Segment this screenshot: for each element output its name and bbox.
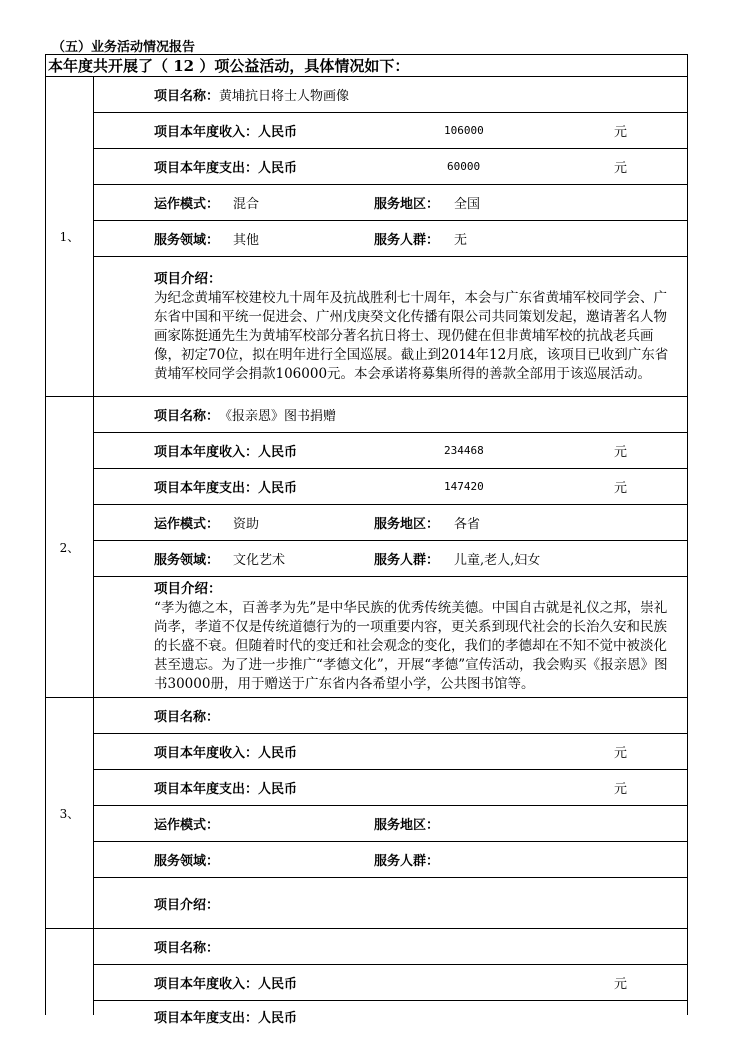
income-amount: 106000 bbox=[444, 124, 484, 137]
expense-label: 项目本年度支出：人民币 bbox=[154, 481, 298, 496]
unit-label: 元 bbox=[614, 746, 628, 761]
field-value: 其他 bbox=[233, 233, 260, 248]
income-amount: 234468 bbox=[444, 444, 484, 457]
field-crowd-row bbox=[94, 842, 687, 877]
income-label: 项目本年度收入：人民币 bbox=[154, 746, 298, 761]
intro-label: 项目介绍： bbox=[154, 897, 220, 913]
expense-label: 项目本年度支出：人民币 bbox=[154, 161, 298, 176]
unit-label: 元 bbox=[614, 445, 628, 460]
field-crowd-row bbox=[94, 221, 687, 256]
income-label: 项目本年度收入：人民币 bbox=[154, 445, 298, 460]
expense-amount: 147420 bbox=[444, 480, 484, 493]
project-name: 《报亲恩》图书捐赠 bbox=[219, 409, 337, 424]
mode-label: 运作模式： bbox=[154, 818, 220, 833]
unit-label: 元 bbox=[614, 481, 628, 496]
region-value: 各省 bbox=[454, 517, 481, 532]
income-row bbox=[94, 113, 687, 148]
project-number: 1、 bbox=[46, 77, 94, 397]
region-label: 服务地区： bbox=[374, 197, 440, 212]
unit-label: 元 bbox=[614, 125, 628, 140]
income-row bbox=[94, 965, 687, 1000]
unit-label: 元 bbox=[614, 161, 628, 176]
income-label: 项目本年度收入：人民币 bbox=[154, 125, 298, 140]
income-row bbox=[94, 433, 687, 468]
section-title: （五）业务活动情况报告 bbox=[52, 40, 196, 55]
project-name-row bbox=[94, 929, 687, 964]
expense-amount: 60000 bbox=[447, 160, 481, 173]
project-name-row bbox=[94, 77, 687, 112]
field-label: 服务领域： bbox=[154, 233, 220, 248]
crowd-value: 无 bbox=[454, 233, 468, 248]
name-label: 项目名称： bbox=[154, 941, 220, 956]
unit-label: 元 bbox=[614, 977, 628, 992]
expense-row bbox=[94, 469, 687, 504]
project-name-row bbox=[94, 397, 687, 432]
region-value: 全国 bbox=[454, 197, 481, 212]
region-label: 服务地区： bbox=[374, 517, 440, 532]
intro-block bbox=[94, 578, 687, 696]
project-number-empty bbox=[46, 929, 94, 1016]
crowd-value: 儿童,老人,妇女 bbox=[454, 553, 541, 568]
expense-row bbox=[94, 770, 687, 805]
project-number: 2、 bbox=[46, 397, 94, 698]
mode-label: 运作模式： bbox=[154, 517, 220, 532]
income-row bbox=[94, 734, 687, 769]
intro-block bbox=[94, 268, 687, 386]
project-number: 3、 bbox=[46, 698, 94, 929]
crowd-label: 服务人群： bbox=[374, 854, 440, 869]
mode-region-row bbox=[94, 806, 687, 841]
mode-value: 资助 bbox=[233, 517, 260, 532]
name-label: 项目名称： bbox=[154, 710, 220, 725]
field-label: 服务领域： bbox=[154, 854, 220, 869]
intro-row bbox=[94, 878, 687, 928]
expense-row-partial bbox=[94, 1001, 687, 1026]
mode-region-row bbox=[94, 505, 687, 540]
field-value: 文化艺术 bbox=[233, 553, 286, 568]
income-label: 项目本年度收入：人民币 bbox=[154, 977, 298, 992]
expense-row bbox=[94, 149, 687, 184]
mode-label: 运作模式： bbox=[154, 197, 220, 212]
crowd-label: 服务人群： bbox=[374, 553, 440, 568]
intro-text: 为纪念黄埔军校建校九十周年及抗战胜利七十周年，本会与广东省黄埔军校同学会、广东省中国和平统一促进会、广州戊庚癸文化传播有限公司共同策划发起，邀请著名人物画家陈挺通先生为黄埔军校部分著名抗日将士、现仍健在但非黄埔军校的抗战老兵画像，初定70位，拟在明年进行全国巡展。截止到2014年12月底，该项目已收到广东省黄埔军校同学会捐款106000元。本会承诺将募集所得的善款全部用于该巡展活动。 bbox=[154, 289, 669, 382]
project-name-row bbox=[94, 698, 687, 733]
intro-label: 项目介绍： bbox=[154, 270, 222, 287]
mode-region-row bbox=[94, 185, 687, 220]
activity-table bbox=[45, 54, 688, 1026]
summary-line: 本年度共开展了（ 12 ）项公益活动，具体情况如下： bbox=[46, 55, 688, 77]
expense-label: 项目本年度支出：人民币 bbox=[154, 782, 298, 797]
region-label: 服务地区： bbox=[374, 818, 440, 833]
mode-value: 混合 bbox=[233, 197, 260, 212]
name-label: 项目名称： bbox=[154, 89, 220, 104]
expense-label: 项目本年度支出：人民币 bbox=[154, 1011, 298, 1026]
name-label: 项目名称： bbox=[154, 409, 220, 424]
unit-label: 元 bbox=[614, 782, 628, 797]
project-name: 黄埔抗日将士人物画像 bbox=[219, 89, 350, 104]
crowd-label: 服务人群： bbox=[374, 233, 440, 248]
intro-label: 项目介绍： bbox=[154, 581, 222, 597]
field-crowd-row bbox=[94, 541, 687, 576]
intro-text: “孝为德之本，百善孝为先”是中华民族的优秀传统美德。中国自古就是礼仪之邦，崇礼尚孝，孝道不仅是传统道德行为的一项重要内容，更关系到现代社会的长治久安和民族的长盛不衰。但随着时代的变迁和社会观念的变化，我们的孝德却在不知不觉中被淡化甚至遗忘。为了进一步推广“孝德文化”，开展“孝德”宣传活动，我会购买《报亲恩》图书30000册，用于赠送于广东省内各希望小学，公共图书馆等。 bbox=[154, 600, 668, 692]
field-label: 服务领域： bbox=[154, 553, 220, 568]
